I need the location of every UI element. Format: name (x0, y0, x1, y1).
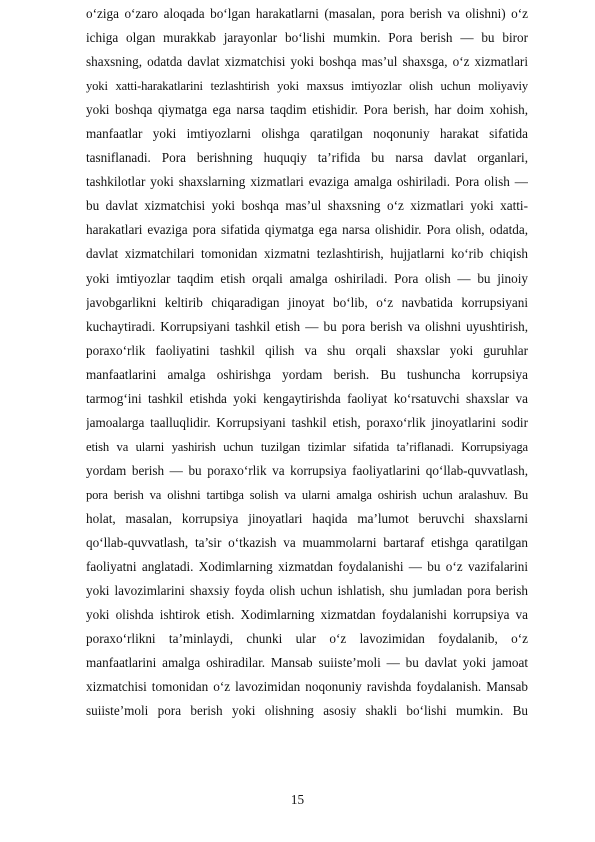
text-line: faoliyatni anglatadi. Xodimlarning xizmatdan foydalanishi — bu o‘z vazifalarini (86, 559, 528, 575)
text-line: pora berish va olishni tartibga solish va ularni amalga oshirish uchun aralashuv. Bu (86, 487, 528, 502)
text-line: yoki lavozimlarini shaxsiy foyda olish uchun ishlatish, shu jumladan pora berish (86, 583, 528, 599)
text-line: bu davlat xizmatchisi yoki boshqa mas’ul shaxsning o‘z xizmatlari yoki xatti- (86, 198, 528, 214)
text-line: yoki olishda ishtirok etish. Xodimlarning xizmatdan foydalanishi korrupsiya va (86, 607, 528, 623)
text-line: yoki boshqa qiymatga ega narsa taqdim etishidir. Pora berish, har doim xohish, (86, 102, 528, 118)
text-line: suiiste’moli pora berish yoki olishning asosiy shakli bo‘lishi mumkin. Bu (86, 703, 528, 719)
text-line: manfaatlar yoki imtiyozlarni olishga qaratilgan noqonuniy harakat sifatida (86, 126, 528, 142)
text-line: manfaatlarini amalga oshiradilar. Mansab suiiste’moli — bu davlat yoki jamoat (86, 655, 528, 671)
text-line: poraxo‘rlikni ta’minlaydi, chunki ular o‘z lavozimidan foydalanib, o‘z (86, 631, 528, 647)
text-line: javobgarlikni keltirib chiqaradigan jinoyat bo‘lib, o‘z navbatida korrupsiyani (86, 294, 528, 310)
text-line: qo‘llab-quvvatlash, ta’sir o‘tkazish va muammolarni bartaraf etishga qaratilgan (86, 535, 528, 551)
text-line: o‘ziga o‘zaro aloqada bo‘lgan harakatlarni (masalan, pora berish va olishni) o‘z (86, 6, 528, 21)
text-line: jamoalarga taalluqlidir. Korrupsiyani tashkil etish, poraxo‘rlik jinoyatlarini sodir (86, 414, 528, 430)
text-line: yordam berish — bu poraxo‘rlik va korrupsiya faoliyatlarini qo‘llab-quvvatlash, (86, 462, 528, 478)
text-line: etish va ularni yashirish uchun tuzilgan tizimlar sifatida ta’riflanadi. Korrupsiyaga (86, 439, 528, 454)
text-line: yoki imtiyozlar taqdim etish orqali amalga oshiriladi. Pora olish — bu jinoiy (86, 270, 528, 286)
text-line: shaxsning, odatda davlat xizmatchisi yoki boshqa mas’ul shaxsga, o‘z xizmatlari (86, 54, 528, 70)
text-line: tashkilotlar yoki shaxslarning xizmatlari evaziga amalga oshiriladi. Pora olish — (86, 174, 528, 190)
text-line: manfaatlarini amalga oshirishga yordam berish. Bu tushuncha korrupsiya (86, 366, 528, 382)
text-line: yoki xatti-harakatlarini tezlashtirish yoki maxsus imtiyozlar olish uchun moliyaviy (86, 79, 528, 94)
text-line: tasniflanadi. Pora berishning huquqiy ta’rifida bu narsa davlat organlari, (86, 150, 528, 166)
text-line: poraxo‘rlik faoliyatini tashkil qilish va shu orqali shaxslar yoki guruhlar (86, 342, 528, 358)
text-line: harakatlari evaziga pora sifatida qiymatga ega narsa olishidir. Pora olish, odatda, (86, 222, 528, 238)
text-line: kuchaytiradi. Korrupsiyani tashkil etish — bu pora berish va olishni uyushtirish, (86, 318, 528, 334)
text-line: xizmatchisi tomonidan o‘z lavozimidan noqonuniy ravishda foydalanish. Mansab (86, 679, 528, 695)
body-paragraph (86, 2, 528, 723)
page-number: 15 (290, 792, 305, 807)
text-line: tarmog‘ini tashkil etishda yoki kengaytirishda faoliyat ko‘rsatuvchi shaxslar va (86, 390, 528, 406)
text-line: davlat xizmatchilari tomonidan xizmatni tezlashtirish, hujjatlarni ko‘rib chiqish (86, 246, 528, 262)
text-line: holat, masalan, korrupsiya jinoyatlari haqida ma’lumot beruvchi shaxslarni (86, 510, 528, 526)
text-line: ichiga olgan murakkab jarayonlar bo‘lishi mumkin. Pora berish — bu biror (86, 30, 528, 46)
